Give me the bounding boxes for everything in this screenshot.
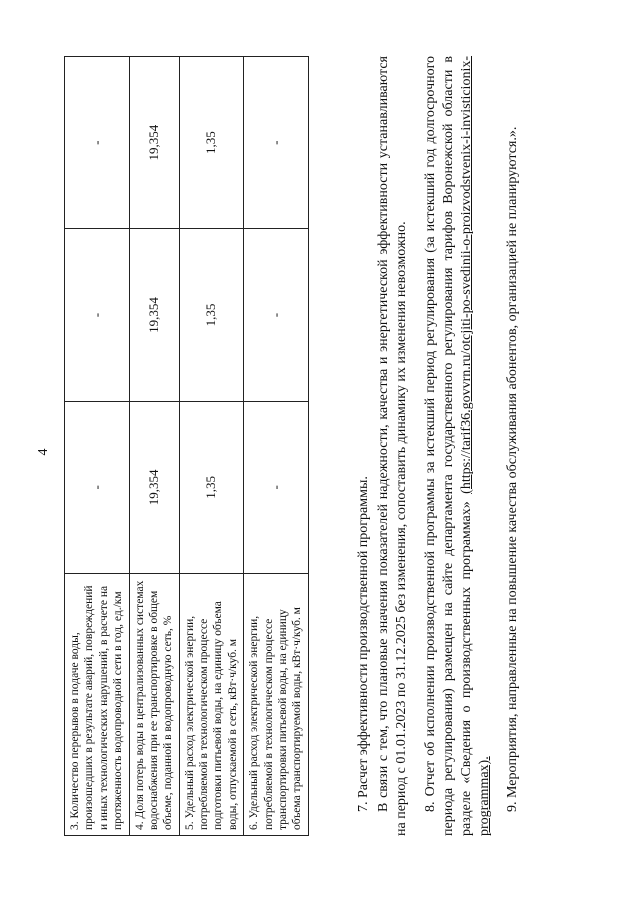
section-8-text: 8. Отчет об исполнении производственной программы за истекший период регулирования (за истекший год долгосрочного периода регулирования) размещен на сайте департамента государственного регулирования тарифов Воронежской области в разделе «Сведения о производственных программах»	[422, 56, 474, 836]
indicator-value: 1,35	[179, 229, 244, 401]
document-text	[355, 56, 533, 836]
indicator-value: 1,35	[179, 57, 244, 229]
indicator-value: -	[244, 57, 309, 229]
section-7-paragraph: В связи с тем, что плановые значения показателей надежности, качества и энергетической эффективности устанавливаются на период с 01.01.2023 по 31.12.2025 без изменения, сопоставить динамику их изменения невозможно.	[376, 56, 410, 836]
section-9-paragraph: 9. Мероприятия, направленные на повышение качества обслуживания абонентов, организацией не планируются.».	[505, 126, 521, 812]
table-row	[179, 57, 244, 836]
indicator-value: -	[65, 401, 130, 573]
indicator-name: 3. Количество перерывов в подаче воды, произошедших в результате аварий, повреждений и иных технологических нарушений, в расчете на протяженность водопроводной сети в год, ед./км	[65, 574, 130, 836]
indicators-table	[64, 56, 309, 836]
indicator-value: -	[244, 229, 309, 401]
rotated-content	[20, 12, 620, 892]
indicator-value: -	[65, 229, 130, 401]
indicator-value: 19,354	[129, 57, 179, 229]
table-row	[244, 57, 309, 836]
page-number: 4	[36, 448, 51, 456]
tarif-website-link[interactable]: (https://tarif36.govvrn.ru/otcjiti-po-svedinii-o-proizvodstvenix-i-invisticionix-programmax).	[458, 55, 493, 836]
indicator-value: 1,35	[179, 401, 244, 573]
indicator-value: -	[65, 57, 130, 229]
indicator-value: -	[244, 401, 309, 573]
indicator-value: 19,354	[129, 401, 179, 573]
table-row	[65, 57, 130, 836]
indicator-name: 6. Удельный расход электрической энергии, потребляемой в технологическом процессе транспортировки питьевой воды, на единицу объема транспортируемой воды, кВт·ч/куб. м	[244, 574, 309, 836]
indicator-name: 4. Доля потерь воды в централизованных системах водоснабжения при ее транспортировке в общем объеме, поданной в водопроводную сеть, %	[129, 574, 179, 836]
section-8-paragraph	[422, 56, 495, 836]
table-row	[129, 57, 179, 836]
indicator-value: 19,354	[129, 229, 179, 401]
indicator-name: 5. Удельный расход электрической энергии, потребляемой в технологическом процессе подготовки питьевой воды, на единицу объема воды, отпускаемой в сеть, кВт·ч/куб. м	[179, 574, 244, 836]
section-7-heading: 7. Расчет эффективности производственной программы.	[356, 476, 371, 812]
